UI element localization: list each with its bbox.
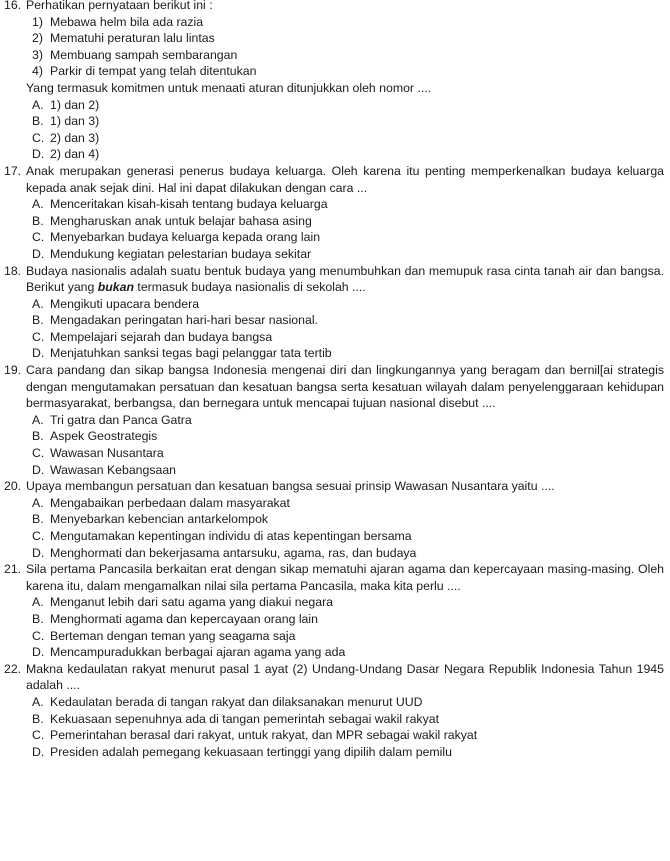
option-a: A. Mengikuti upacara bendera xyxy=(32,296,200,311)
option-c: C. Mengutamakan kepentingan individu di atas kepentingan bersama xyxy=(32,529,412,543)
option-d: D. Menjatuhkan sanksi tegas bagi pelanggar tata tertib xyxy=(32,346,332,361)
question-prompt: Yang termasuk komitmen untuk menaati aturan ditunjukkan oleh nomor .... xyxy=(26,80,432,95)
statement-item: 4) Parkir di tempat yang telah ditentukan xyxy=(32,64,257,79)
question-stem: Anak merupakan generasi penerus budaya keluarga. Oleh karena itu penting memperkenalkan budaya keluarga kepada anak sejak dini. Hal ini dapat dilakukan dengan cara ... xyxy=(26,163,664,195)
option-b: B. Menyebarkan kebencian antarkelompok xyxy=(32,512,269,527)
statement-item: 1) Mebawa helm bila ada razia xyxy=(32,14,204,29)
question-stem: Cara pandang dan sikap bangsa Indonesia mengenai diri dan lingkungannya yang beragam dan bernil[ai strategis dengan mengutamakan persatuan dan kesatuan bangsa serta kesatuan wilayah dalam penyelenggaraan kehidupan bermasyarakat, berbangsa, dan bernegara untuk mencapai tujuan nasional disebut .... xyxy=(26,363,664,411)
option-b: B. Mengadakan peringatan hari-hari besar nasional. xyxy=(32,313,318,328)
option-c: C. 2) dan 3) xyxy=(32,130,100,145)
question-stem: Perhatikan pernyataan berikut ini : xyxy=(26,0,213,12)
option-d: D. Presiden adalah pemegang kekuasaan tertinggi yang dipilih dalam pemilu xyxy=(32,744,452,759)
question-stem: Sila pertama Pancasila berkaitan erat dengan sikap mematuhi ajaran agama dan kepercayaan masing-masing. Oleh karena itu, dalam mengamalkan nilai sila pertama Pancasila, maka kita perlu .... xyxy=(26,562,664,593)
option-a: A. Menganut lebih dari satu agama yang diakui negara xyxy=(32,595,334,610)
option-d: D. 2) dan 4) xyxy=(32,147,100,162)
option-b: B. Aspek Geostrategis xyxy=(32,429,158,444)
option-c: C. Pemerintahan berasal dari rakyat, untuk rakyat, dan MPR sebagai wakil rakyat xyxy=(32,728,478,743)
option-a: A. Kedaulatan berada di tangan rakyat dan dilaksanakan menurut UUD xyxy=(32,694,423,709)
option-b: B. Kekuasaan sepenuhnya ada di tangan pemerintah sebagai wakil rakyat xyxy=(32,711,439,726)
question-16 xyxy=(4,0,664,163)
question-21 xyxy=(4,561,664,661)
option-a: A. Menceritakan kisah-kisah tentang budaya keluarga xyxy=(32,197,328,212)
statement-item: 2) Mematuhi peraturan lalu lintas xyxy=(32,31,215,46)
option-a: A. Mengabaikan perbedaan dalam masyarakat xyxy=(32,495,290,510)
question-number: 22. xyxy=(4,661,22,676)
question-number: 16. xyxy=(4,0,22,12)
option-d: D. Menghormati dan bekerjasama antarsuku, agama, ras, dan budaya xyxy=(32,545,417,560)
question-17 xyxy=(4,163,664,263)
option-d: D. Wawasan Kebangsaan xyxy=(32,462,177,477)
option-b: B. Mengharuskan anak untuk belajar bahasa asing xyxy=(32,213,312,228)
option-b: B. 1) dan 3) xyxy=(32,114,100,129)
question-number: 21. xyxy=(4,562,22,577)
question-stem: Budaya nasionalis adalah suatu bentuk budaya yang menumbuhkan dan memupuk rasa cinta tanah air dan bangsa. Berikut yang bukan termasuk budaya nasionalis di sekolah .... xyxy=(26,263,664,295)
question-20 xyxy=(4,478,664,561)
option-c: C. Wawasan Nusantara xyxy=(32,446,164,461)
statement-item: 3) Membuang sampah sembarangan xyxy=(32,47,238,62)
question-number: 18. xyxy=(4,263,22,278)
question-19 xyxy=(4,362,664,478)
question-stem: Makna kedaulatan rakyat menurut pasal 1 ayat (2) Undang-Undang Dasar Negara Republik Indonesia Tahun 1945 adalah .... xyxy=(26,661,664,693)
option-c: C. Menyebarkan budaya keluarga kepada orang lain xyxy=(32,230,321,245)
option-d: D. Mencampuradukkan berbagai ajaran agama yang ada xyxy=(32,645,346,660)
question-18 xyxy=(4,263,664,363)
question-22 xyxy=(4,661,664,761)
question-stem: Upaya membangun persatuan dan kesatuan bangsa sesuai prinsip Wawasan Nusantara yaitu .... xyxy=(26,479,555,494)
option-c: C. Berteman dengan teman yang seagama saja xyxy=(32,628,296,643)
question-number: 17. xyxy=(4,163,22,178)
question-number: 20. xyxy=(4,479,22,494)
question-number: 19. xyxy=(4,363,22,378)
option-c: C. Mempelajari sejarah dan budaya bangsa xyxy=(32,329,273,344)
option-a: A. 1) dan 2) xyxy=(32,97,100,112)
option-a: A. Tri gatra dan Panca Gatra xyxy=(32,412,192,427)
option-d: D. Mendukung kegiatan pelestarian budaya sekitar xyxy=(32,246,312,261)
emphasis-word: bukan xyxy=(97,280,134,295)
option-b: B. Menghormati agama dan kepercayaan orang lain xyxy=(32,611,318,626)
